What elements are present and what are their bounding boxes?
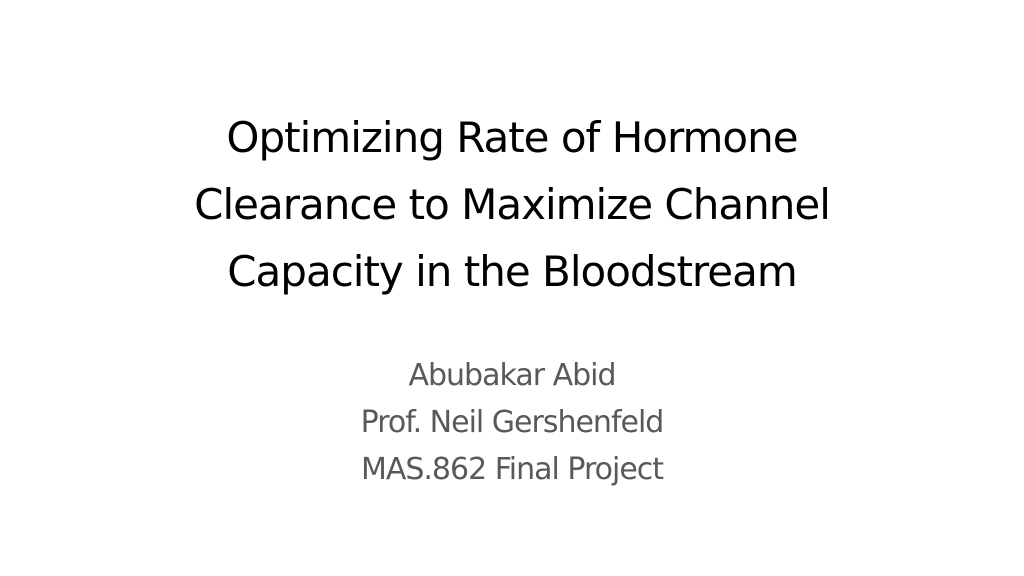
course-project: MAS.862 Final Project [360, 452, 664, 487]
author-name: Abubakar Abid [408, 358, 616, 393]
slide-title [60, 104, 964, 305]
title-line: Capacity in the Bloodstream [227, 247, 797, 296]
slide-subtitle [60, 352, 964, 493]
title-line: Optimizing Rate of Hormone [226, 113, 798, 162]
advisor-name: Prof. Neil Gershenfeld [360, 405, 664, 440]
title-line: Clearance to Maximize Channel [194, 180, 830, 229]
